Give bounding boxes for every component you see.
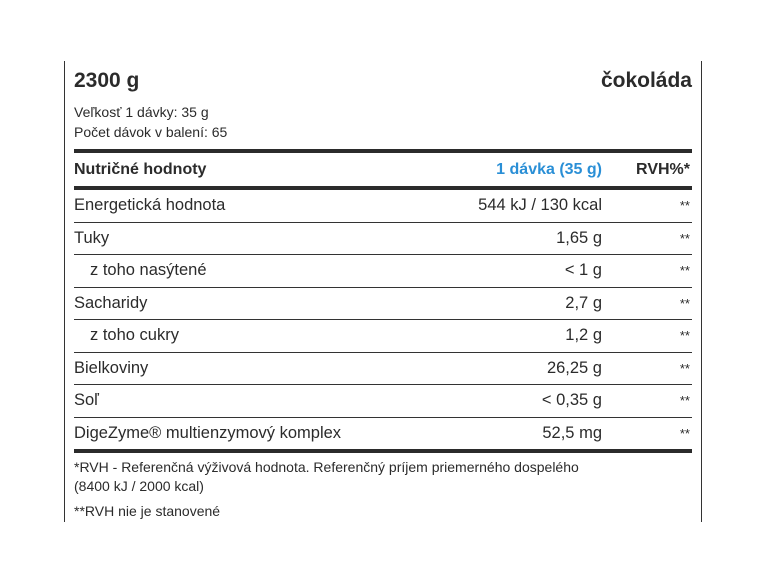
nutrient-name: Tuky: [74, 228, 110, 247]
col-rvh: RVH%*: [636, 160, 690, 178]
serving-size: Veľkosť 1 dávky: 35 g: [74, 104, 209, 120]
nutrition-label: [74, 61, 692, 521]
nutrient-name: Sacharidy: [74, 293, 148, 312]
nutrient-name: z toho nasýtené: [90, 261, 207, 280]
nutrient-rvh: **: [679, 328, 690, 344]
nutrient-rvh: **: [679, 393, 690, 409]
nutrient-value: 1,65 g: [556, 228, 602, 247]
footnote-rvh: [74, 458, 692, 496]
nutrient-name: Energetická hodnota: [74, 196, 226, 215]
divider-thick: [74, 449, 692, 453]
nutrient-value: 1,2 g: [565, 326, 602, 345]
nutrient-name: DigeZyme® multienzymový komplex: [74, 423, 342, 442]
nutrient-rvh: **: [679, 263, 690, 279]
package-weight: 2300 g: [74, 69, 140, 92]
col-serving: 1 dávka (35 g): [496, 160, 602, 178]
table-row: [74, 352, 692, 385]
flavor: čokoláda: [600, 69, 692, 92]
nutrient-rvh: **: [679, 198, 690, 214]
label-header: [74, 69, 692, 93]
table-row: [74, 254, 692, 287]
nutrient-value: 544 kJ / 130 kcal: [478, 196, 602, 215]
table-row: [74, 287, 692, 320]
table-row: [74, 417, 692, 450]
table-header: [74, 153, 692, 186]
nutrient-rvh: **: [679, 425, 690, 441]
nutrient-value: 2,7 g: [565, 293, 602, 312]
table-row: [74, 222, 692, 255]
nutrient-name: z toho cukry: [90, 326, 179, 345]
servings-per-package: Počet dávok v balení: 65: [74, 124, 228, 140]
nutrient-rvh: **: [679, 295, 690, 311]
footnote-rvh-line2: (8400 kJ / 2000 kcal): [74, 478, 204, 494]
nutrient-value: 26,25 g: [546, 358, 602, 377]
table-row: [74, 384, 692, 417]
nutrient-value: 52,5 mg: [542, 423, 602, 442]
nutrient-name: Soľ: [74, 391, 99, 410]
col-nutrition: Nutričné hodnoty: [74, 160, 207, 178]
nutrient-rvh: **: [679, 230, 690, 246]
nutrient-rvh: **: [679, 360, 690, 376]
footnote-not-set: **RVH nie je stanovené: [74, 503, 221, 519]
table-row: [74, 319, 692, 352]
nutrient-value: < 0,35 g: [541, 391, 602, 410]
table-row: [74, 190, 692, 222]
footnote-rvh-line1: *RVH - Referenčná výživová hodnota. Referenčný príjem priemerného dospelého: [74, 459, 579, 475]
nutrient-name: Bielkoviny: [74, 358, 149, 377]
nutrient-value: < 1 g: [564, 261, 602, 280]
